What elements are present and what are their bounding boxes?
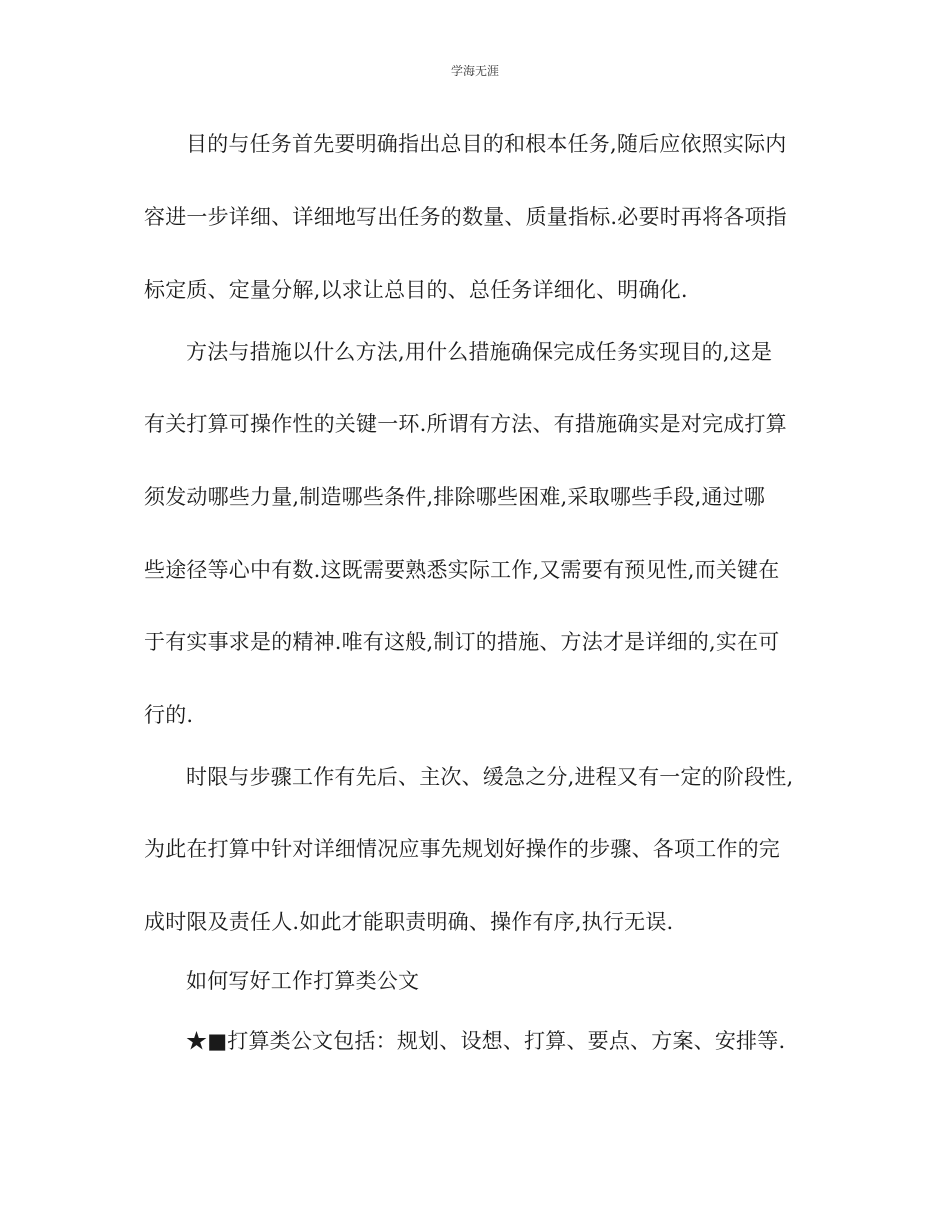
text-line: 成时限及责任人.如此才能职责明确、操作有序,执行无误.: [144, 910, 674, 934]
text-line: 于有实事求是的精神.唯有这般,制订的措施、方法才是详细的,实在可: [144, 630, 780, 654]
text-line: 时限与步骤工作有先后、主次、缓急之分,进程又有一定的阶段性,: [186, 765, 794, 789]
text-line: ★■打算类公文包括：规划、设想、打算、要点、方案、安排等.: [186, 1029, 786, 1053]
text-line: 方法与措施以什么方法,用什么措施确保完成任务实现目的,这是: [186, 340, 773, 364]
text-line: 为此在打算中针对详细情况应事先规划好操作的步骤、各项工作的完: [144, 837, 780, 861]
text-line: 标定质、定量分解,以求让总目的、总任务详细化、明确化.: [144, 278, 688, 302]
section-heading: 如何写好工作打算类公文: [186, 969, 420, 993]
text-line: 些途径等心中有数.这既需要熟悉实际工作,又需要有预见性,而关键在: [144, 558, 780, 582]
page-header: 学海无涯: [450, 64, 499, 78]
text-line: 容进一步详细、详细地写出任务的数量、质量指标.必要时再将各项指: [144, 205, 787, 229]
text-line: 有关打算可操作性的关键一环.所谓有方法、有措施确实是对完成打算: [144, 412, 787, 436]
text-line: 目的与任务首先要明确指出总目的和根本任务,随后应依照实际内: [186, 132, 787, 156]
text-line: 须发动哪些力量,制造哪些条件,排除哪些困难,采取哪些手段,通过哪: [144, 485, 766, 509]
text-line: 行的.: [144, 703, 194, 727]
